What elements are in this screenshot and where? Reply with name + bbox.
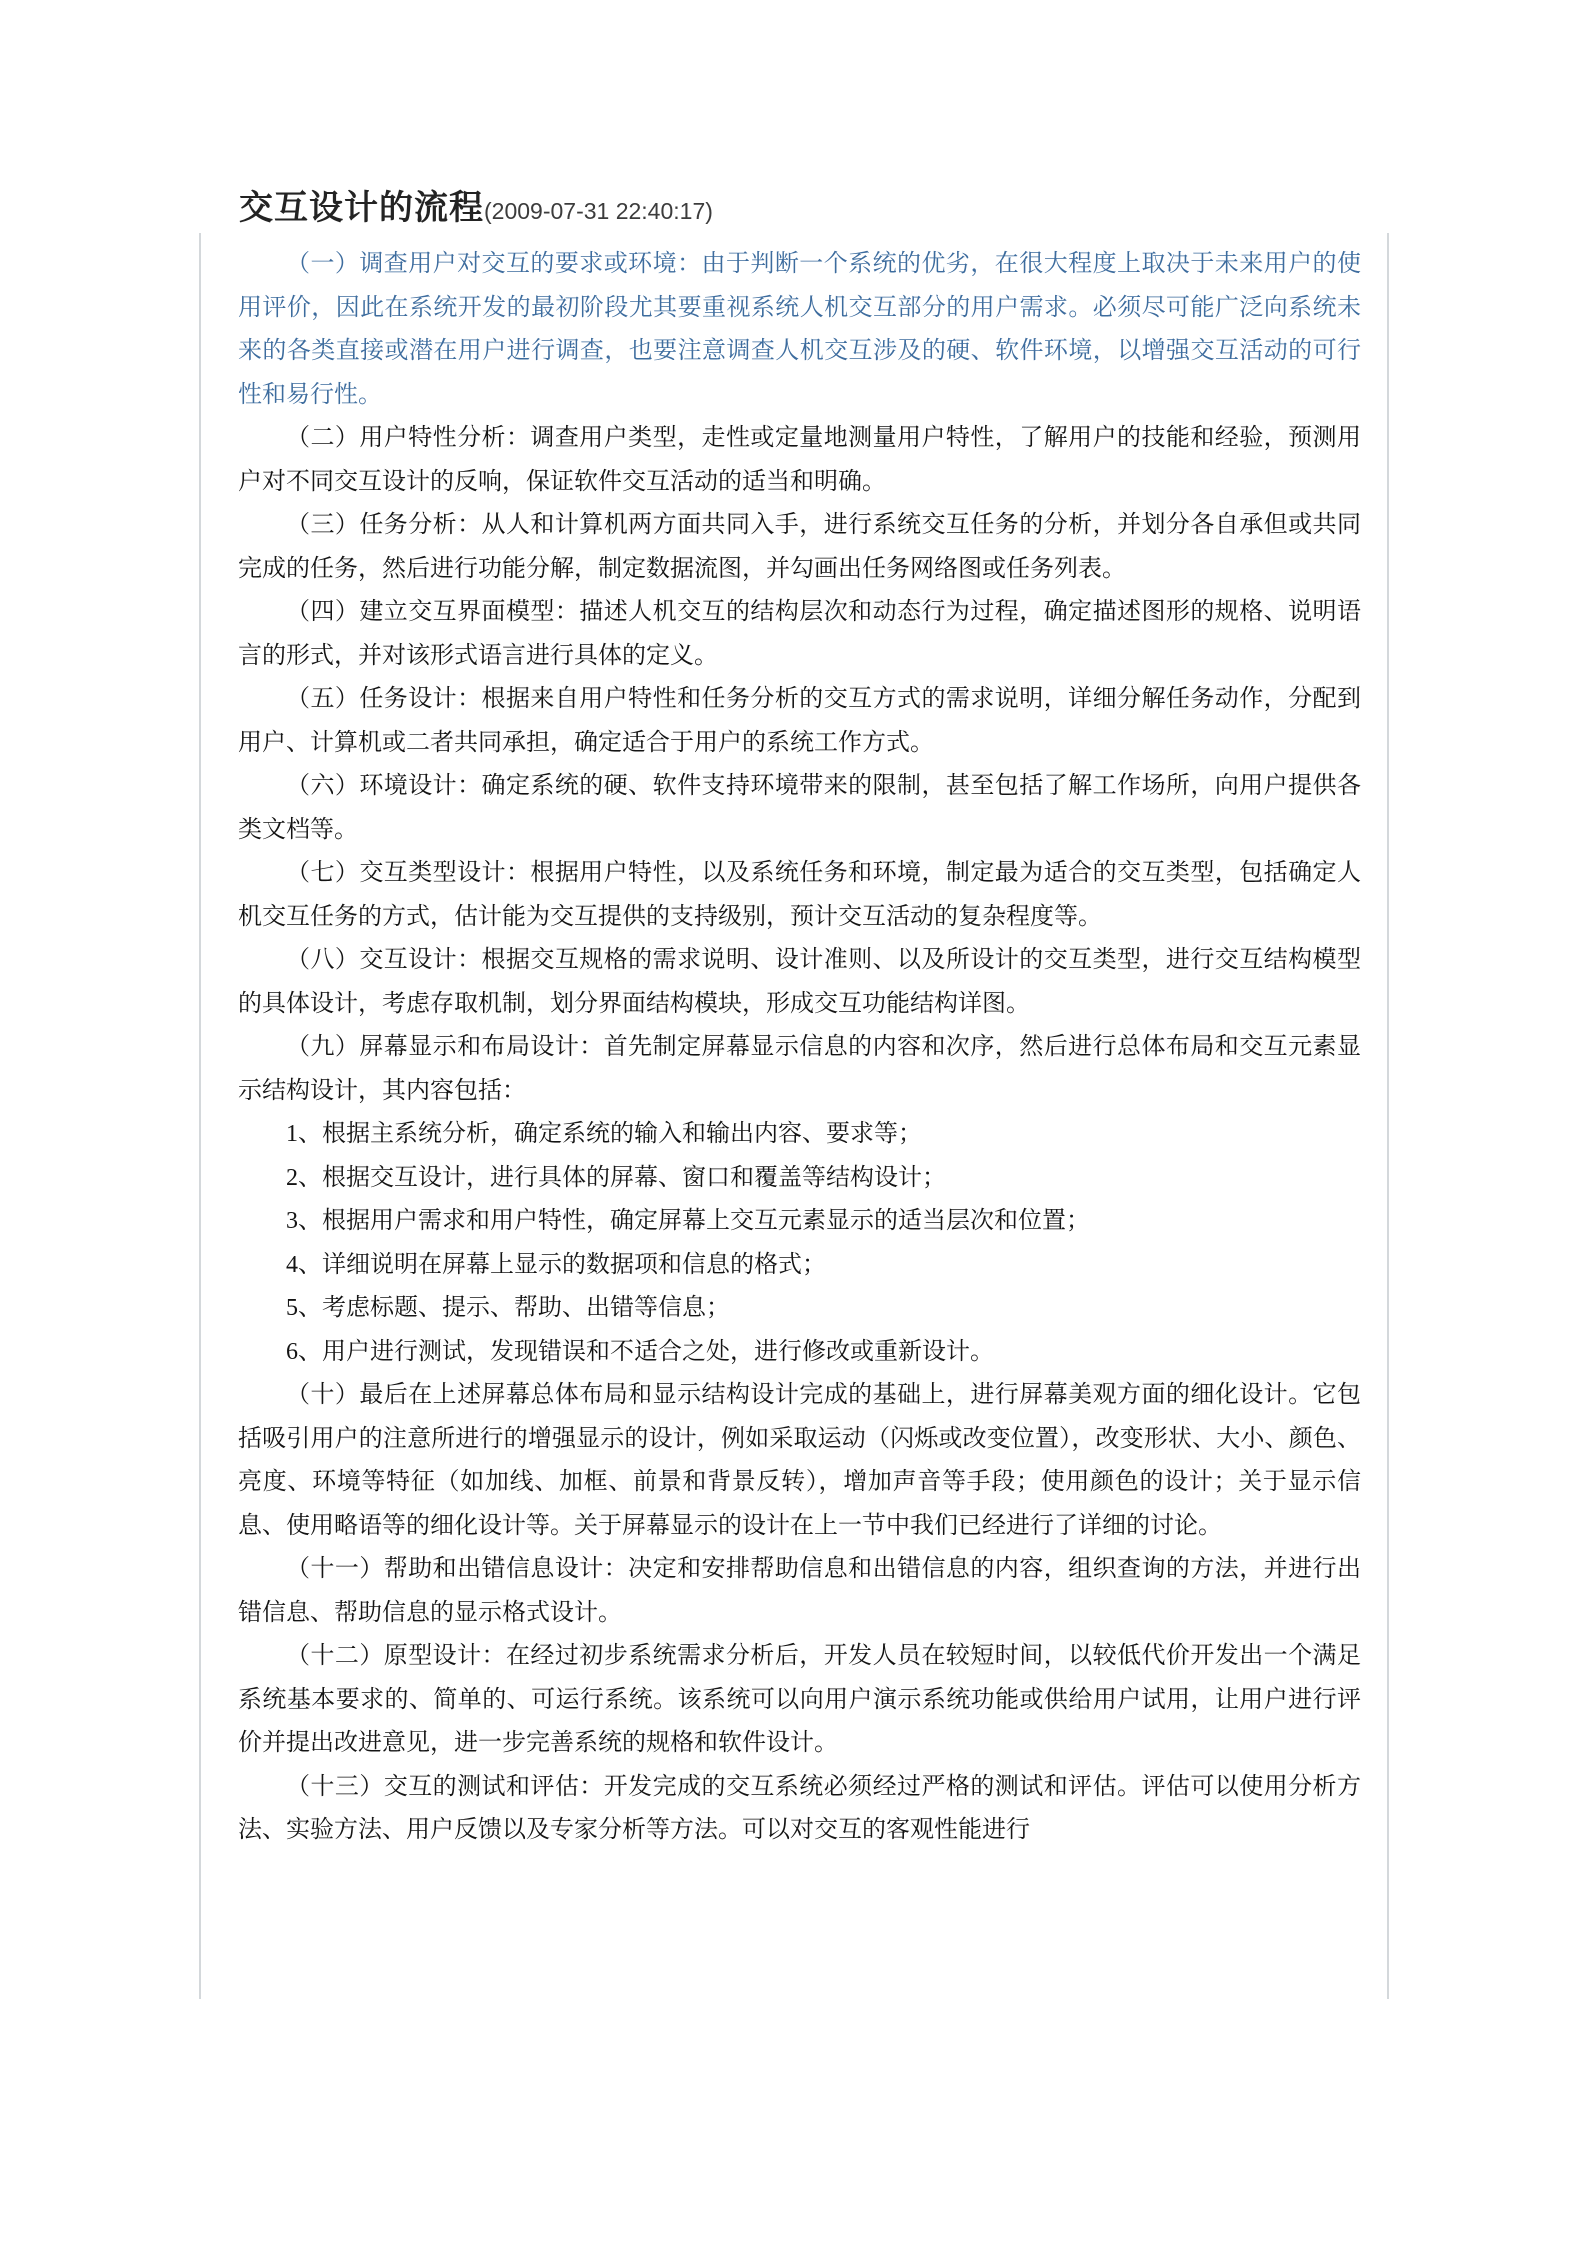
paragraph-section-11: （十一）帮助和出错信息设计：决定和安排帮助信息和出错信息的内容，组织查询的方法，并进行出错信息、帮助信息的显示格式设计。 [238,1556,1361,1626]
paragraph-section-5: （五）任务设计：根据来自用户特性和任务分析的交互方式的需求说明，详细分解任务动作，分配到用户、计算机或二者共同承担，确定适合于用户的系统工作方式。 [238,686,1361,756]
paragraph-section-8: （八）交互设计：根据交互规格的需求说明、设计准则、以及所设计的交互类型，进行交互结构模型的具体设计，考虑存取机制，划分界面结构模块，形成交互功能结构详图。 [238,947,1361,1017]
paragraph-section-10: （十）最后在上述屏幕总体布局和显示结构设计完成的基础上，进行屏幕美观方面的细化设计。它包括吸引用户的注意所进行的增强显示的设计，例如采取运动（闪烁或改变位置），改变形状、大小、颜色、亮度、环境等特征（如加线、加框、前景和背景反转），增加声音等手段；使用颜色的设计；关于显示信息、使用略语等的细化设计等。关于屏幕显示的设计在上一节中我们已经进行了详细的讨论。 [238,1382,1361,1539]
list-item-6: 6、用户进行测试，发现错误和不适合之处，进行修改或重新设计。 [286,1338,994,1365]
list-item-3: 3、根据用户需求和用户特性，确定屏幕上交互元素显示的适当层次和位置； [286,1208,1090,1234]
list-item-2: 2、根据交互设计，进行具体的屏幕、窗口和覆盖等结构设计； [286,1164,946,1191]
page-title: 交互设计的流程 [239,189,484,227]
paragraph-section-3: （三）任务分析：从人和计算机两方面共同入手，进行系统交互任务的分析，并划分各自承但或共同完成的任务，然后进行功能分解，制定数据流图，并勾画出任务网络图或任务列表。 [238,512,1361,582]
paragraph-section-13: （十三）交互的测试和评估：开发完成的交互系统必须经过严格的测试和评估。评估可以使用分析方法、实验方法、用户反馈以及专家分析等方法。可以对交互的客观性能进行 [238,1773,1361,1843]
paragraph-section-12: （十二）原型设计：在经过初步系统需求分析后，开发人员在较短时间，以较低代价开发出一个满足系统基本要求的、简单的、可运行系统。该系统可以向用户演示系统功能或供给用户试用，让用户进行评价并提出改进意见，进一步完善系统的规格和软件设计。 [238,1643,1361,1756]
article-body [199,233,1389,1999]
post-timestamp: (2009-07-31 22:40:17) [484,198,713,224]
paragraph-section-9: （九）屏幕显示和布局设计：首先制定屏幕显示信息的内容和次序，然后进行总体布局和交互元素显示结构设计，其内容包括： [238,1034,1361,1104]
list-item-5: 5、考虑标题、提示、帮助、出错等信息； [286,1295,730,1321]
paragraph-section-4: （四）建立交互界面模型：描述人机交互的结构层次和动态行为过程，确定描述图形的规格、说明语言的形式，并对该形式语言进行具体的定义。 [238,599,1361,669]
title-row [239,188,713,235]
paragraph-section-2: （二）用户特性分析：调查用户类型，走性或定量地测量用户特性，了解用户的技能和经验，预测用户对不同交互设计的反响，保证软件交互活动的适当和明确。 [238,425,1361,495]
list-item-1: 1、根据主系统分析，确定系统的输入和输出内容、要求等； [286,1121,922,1147]
list-item-4: 4、详细说明在屏幕上显示的数据项和信息的格式； [286,1251,826,1278]
paragraph-section-7: （七）交互类型设计：根据用户特性，以及系统任务和环境，制定最为适合的交互类型，包括确定人机交互任务的方式，估计能为交互提供的支持级别，预计交互活动的复杂程度等。 [238,860,1361,930]
paragraph-section-6: （六）环境设计：确定系统的硬、软件支持环境带来的限制，甚至包括了解工作场所，向用户提供各类文档等。 [238,773,1361,843]
intro-paragraph: （一）调查用户对交互的要求或环境：由于判断一个系统的优劣，在很大程度上取决于未来用户的使用评价，因此在系统开发的最初阶段尤其要重视系统人机交互部分的用户需求。必须尽可能广泛向系统未来的各类直接或潜在用户进行调查，也要注意调查人机交互涉及的硬、软件环境，以增强交互活动的可行性和易行性。 [238,251,1361,408]
